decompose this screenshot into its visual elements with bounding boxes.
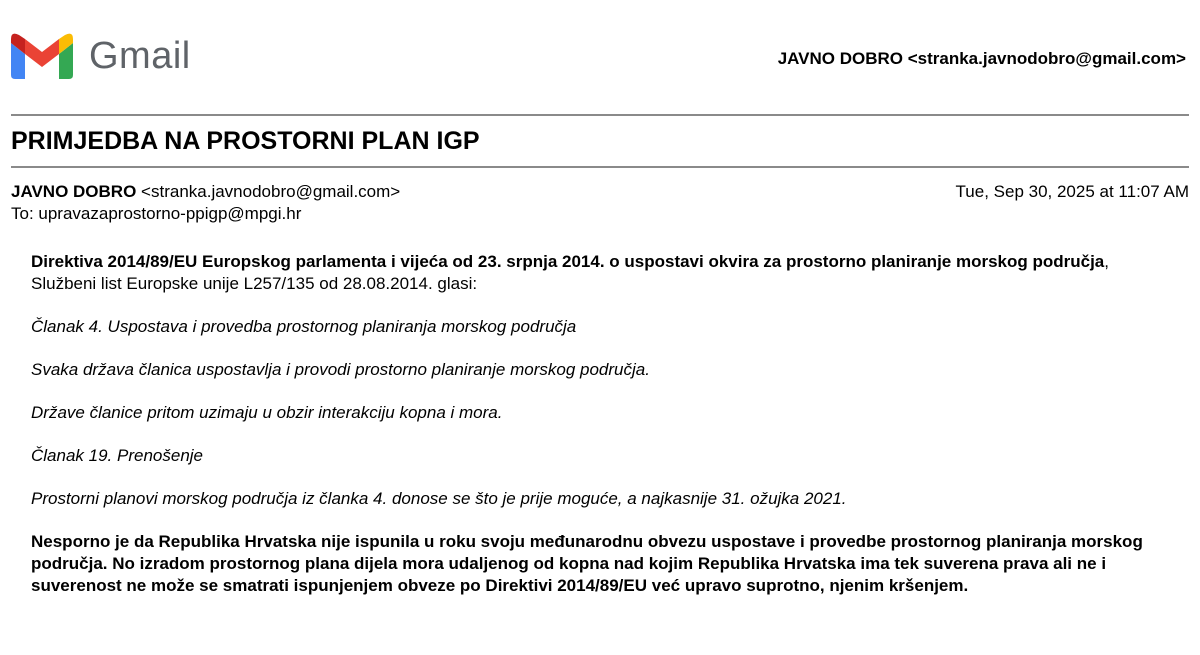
body-paragraph: Članak 4. Uspostava i provedba prostornog planiranja morskog područja bbox=[31, 317, 577, 336]
body-paragraph bbox=[31, 251, 1170, 295]
recipient: To: upravazaprostorno-ppigp@mpgi.hr bbox=[11, 204, 302, 223]
sender-name: JAVNO DOBRO bbox=[11, 182, 137, 201]
account-address: JAVNO DOBRO <stranka.javnodobro@gmail.com> bbox=[777, 49, 1186, 68]
divider bbox=[11, 114, 1189, 116]
body-paragraph: Članak 19. Prenošenje bbox=[31, 446, 204, 465]
sender-email: <stranka.javnodobro@gmail.com> bbox=[141, 182, 401, 201]
print-header bbox=[0, 0, 1200, 110]
gmail-logo bbox=[11, 33, 191, 79]
body-paragraph: Države članice pritom uzimaju u obzir interakciju kopna i mora. bbox=[31, 403, 503, 422]
email-subject: PRIMJEDBA NA PROSTORNI PLAN IGP bbox=[11, 127, 480, 155]
body-paragraph: Prostorni planovi morskog područja iz članka 4. donose se što je prije moguće, a najkasnije 31. ožujka 2021. bbox=[31, 489, 847, 508]
directive-title: Direktiva 2014/89/EU Europskog parlamenta i vijeća od 23. srpnja 2014. o uspostavi okvira za prostorno planiranje morskog područja bbox=[31, 252, 1105, 271]
body-paragraph: Svaka država članica uspostavlja i provodi prostorno planiranje morskog područja. bbox=[31, 360, 650, 379]
message-date: Tue, Sep 30, 2025 at 11:07 AM bbox=[955, 182, 1189, 201]
sender bbox=[11, 181, 400, 203]
gmail-logo-icon bbox=[11, 33, 73, 79]
gmail-logo-text: Gmail bbox=[89, 34, 191, 77]
message-body bbox=[31, 251, 1170, 618]
body-paragraph: Nesporno je da Republika Hrvatska nije ispunila u roku svoju međunarodnu obvezu uspostave i provedbe prostornog planiranja morskog područja. No izradom prostornog plana dijela mora udaljenog od kopna nad kojim Republika Hrvatska ima tek suverena prava ali ne i suverenost ne može se smatrati ispunjenjem obveze po Direktivi 2014/89/EU već upravo suprotno, njenim kršenjem. bbox=[31, 532, 1143, 595]
divider bbox=[11, 166, 1189, 168]
directive-reference: , Službeni list Europske unije L257/135 od 28.08.2014. glasi: bbox=[31, 252, 1110, 293]
message-meta bbox=[11, 181, 1189, 225]
